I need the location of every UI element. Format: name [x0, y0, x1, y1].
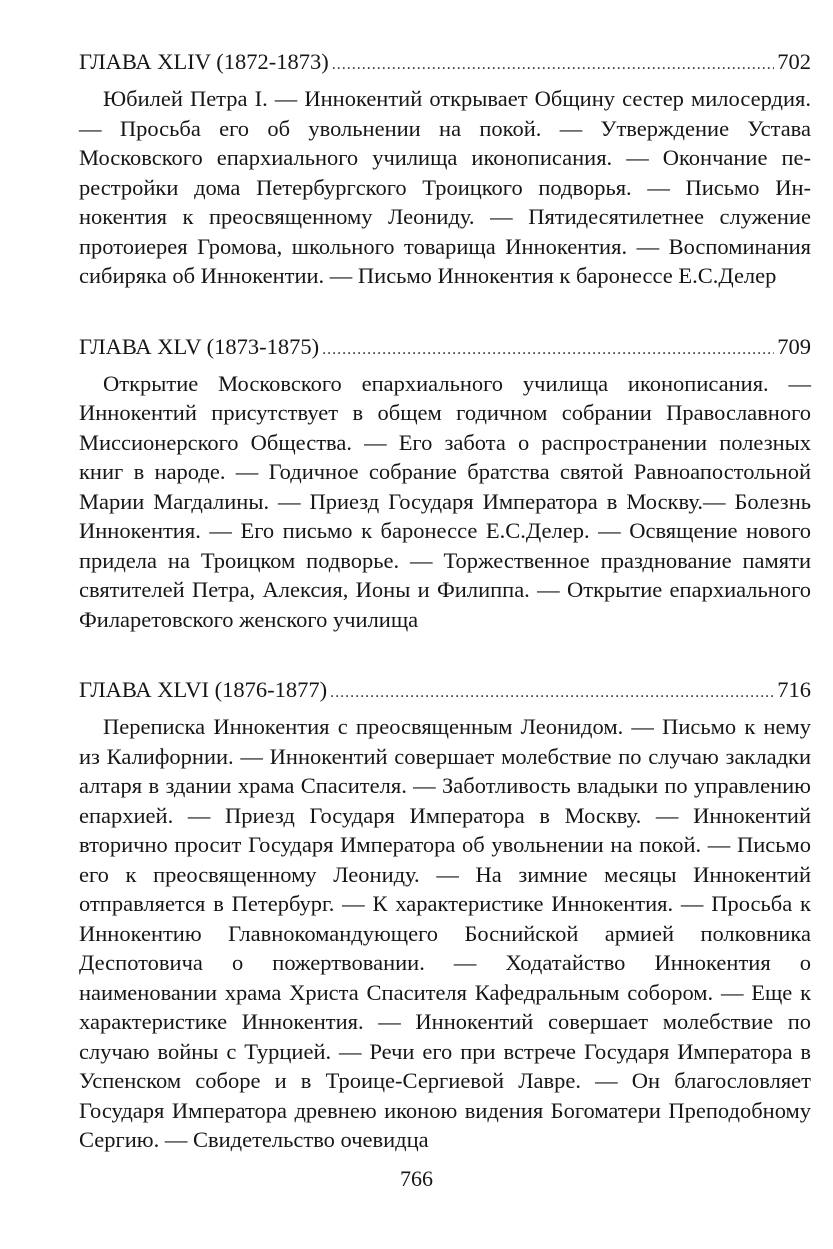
- chapter-summary: Открытие Московского епархиального училища иконописания. — Иннокентий присутствует в общем годичном собрании Православного Миссионерского Общества. — Его забота о распространении полезных книг в народе. — Годичное собрание братства святой Равноапостольной Марии Магдалины. — Приезд Государя Императора в Москву.— Болезнь Иннокентия. — Его письмо к баронессе Е.С.Делер. — Освящение нового придела на Троицком подворье. — Торжественное празднование памяти святителей Петра, Алексия, Ионы и Филиппа. — Открытие епархиального Филаретовского женского училища: [79, 370, 811, 632]
- dot-leader: [332, 49, 775, 81]
- chapter-page-number: 709: [777, 333, 811, 359]
- toc-entry-chapter-45: [79, 331, 811, 635]
- chapter-summary: Переписка Иннокентия с преосвященным Леонидом. — Письмо к нему из Калифорнии. — Иннокентий совершает молебствие по случаю закладки алтаря в здании храма Спасителя. — Заботливость владыки по управлению епархией. — Приезд Государя Императора в Москву. — Иннокентий вторично просит Государя Императора об увольнении на покой. — Письмо его к преосвященному Леониду. — На зимние месяцы Иннокентий отправляется в Петербург. — К характеристике Иннокентия. — Просьба к Иннокентию Главнокомандующего Боснийской армией полковника Деспотовича о пожертвовании. — Ходатайство Иннокентия о наименовании храма Христа Спасителя Кафедральным собором. — Еще к характеристике Иннокентия. — Иннокентий совершает молебствие по случаю войны с Турцией. — Речи его при встрече Государя Императора в Успенском соборе и в Троице-Сергиевой Лавре. — Он благословляет Государя Императора древнею иконою видения Богоматери Преподобному Сергию. — Свидетельство очевидца: [79, 714, 811, 1152]
- chapter-title: ГЛАВА XLVI (1876-1877): [79, 677, 328, 702]
- chapter-page-number: 716: [777, 677, 811, 702]
- dot-leader: [330, 677, 774, 709]
- toc-heading-line: [79, 674, 811, 706]
- chapter-title: ГЛАВА XLIV (1872-1873): [79, 49, 329, 74]
- toc-heading-line: [79, 46, 811, 78]
- toc-entry-chapter-44: [79, 46, 811, 291]
- toc-heading-line: [79, 331, 811, 363]
- chapter-page-number: 702: [777, 49, 811, 74]
- chapter-summary: Юбилей Петра I. — Иннокентий открывает Общину сестер милосердия. — Просьба его об увольнении на покой. — Утверждение Устава Московского епархиального училища иконописания. — Окончание перестройки дома Петербургского Троицкого подворья. — Письмо Иннокентия к преосвященному Леониду. — Пятидесятилетнее служение протоиерея Громова, школьного товарища Иннокентия. — Воспоминания сибиряка об Иннокентии. — Письмо Иннокентия к баронессе Е.С.Делер: [79, 86, 811, 288]
- table-of-contents: [79, 46, 811, 1195]
- toc-entry-chapter-46: [79, 674, 811, 1155]
- dot-leader: [322, 334, 774, 366]
- page-number: 766: [400, 1166, 433, 1191]
- chapter-title: ГЛАВА XLV (1873-1875): [79, 333, 320, 359]
